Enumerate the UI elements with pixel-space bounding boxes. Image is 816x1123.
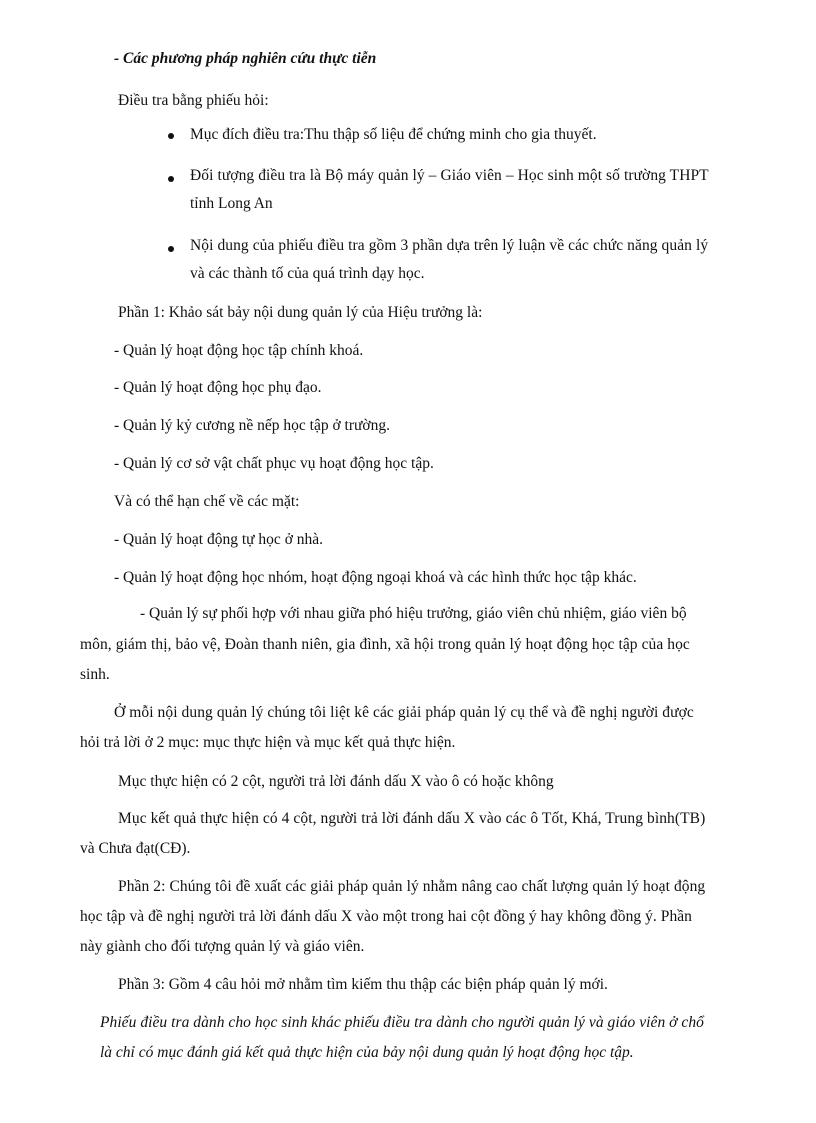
- implementation-line: Mục thực hiện có 2 cột, người trả lời đánh dấu X vào ô có hoặc không: [118, 773, 554, 790]
- part2-line-1: Phần 2: Chúng tôi đề xuất các giải pháp quản lý nhằm nâng cao chất lượng quản lý hoạt động: [118, 878, 706, 895]
- coordination-line-2: môn, giám thị, bảo vệ, Đoàn thanh niên, gia đình, xã hội trong quản lý hoạt động học tập của học: [80, 636, 690, 653]
- part1-item-2: - Quản lý hoạt động học phụ đạo.: [114, 379, 322, 396]
- bullet-icon: [168, 133, 174, 139]
- result-line-2: và Chưa đạt(CĐ).: [80, 840, 191, 857]
- part2-line-3: này giành cho đối tượng quản lý và giáo viên.: [80, 938, 365, 955]
- limits-item-1: - Quản lý hoạt động tự học ở nhà.: [114, 531, 324, 548]
- limits-intro: Và có thể hạn chế về các mặt:: [114, 493, 300, 510]
- bullet-1-line-1: Mục đích điều tra:Thu thập số liệu để chứng minh cho gia thuyết.: [190, 126, 597, 143]
- bullet-3-line-1: Nội dung của phiếu điều tra gồm 3 phần dựa trên lý luận về các chức năng quản lý: [190, 237, 709, 254]
- part1-intro: Phần 1: Khảo sát bảy nội dung quản lý của Hiệu trưởng là:: [118, 304, 483, 321]
- section-heading: - Các phương pháp nghiên cứu thực tiễn: [114, 50, 377, 67]
- each-content-line-1: Ở mỗi nội dung quản lý chúng tôi liệt kê các giải pháp quản lý cụ thể và đề nghị người được: [114, 704, 694, 721]
- bullet-2-line-1: Đối tượng điều tra là Bộ máy quản lý – Giáo viên – Học sinh một số trường THPT: [190, 167, 709, 184]
- bullet-icon: [168, 176, 174, 182]
- note-line-2: là chỉ có mục đánh giá kết quả thực hiện của bảy nội dung quản lý hoạt động học tập.: [100, 1044, 634, 1061]
- result-line-1: Mục kết quả thực hiện có 4 cột, người trả lời đánh dấu X vào các ô Tốt, Khá, Trung bình(TB): [118, 810, 706, 827]
- part1-item-3: - Quản lý kỷ cương nề nếp học tập ở trường.: [114, 417, 390, 434]
- bullet-icon: [168, 246, 174, 252]
- part1-item-1: - Quản lý hoạt động học tập chính khoá.: [114, 342, 364, 359]
- survey-intro: Điều tra bằng phiếu hỏi:: [118, 92, 269, 109]
- part3-line: Phần 3: Gồm 4 câu hỏi mở nhằm tìm kiếm thu thập các biện pháp quản lý mới.: [118, 976, 608, 993]
- limits-item-2: - Quản lý hoạt động học nhóm, hoạt động ngoại khoá và các hình thức học tập khác.: [114, 569, 637, 586]
- part1-item-4: - Quản lý cơ sở vật chất phục vụ hoạt động học tập.: [114, 455, 434, 472]
- each-content-line-2: hỏi trả lời ở 2 mục: mục thực hiện và mục kết quả thực hiện.: [80, 734, 456, 751]
- coordination-line-3: sinh.: [80, 666, 110, 683]
- bullet-3-line-2: và các thành tố của quá trình dạy học.: [190, 265, 425, 282]
- part2-line-2: học tập và đề nghị người trả lời đánh dấu X vào một trong hai cột đồng ý hay không đồng ý. Phần: [80, 908, 692, 925]
- coordination-line-1: - Quản lý sự phối hợp với nhau giữa phó hiệu trưởng, giáo viên chủ nhiệm, giáo viên bộ: [140, 605, 687, 622]
- note-line-1: Phiếu điều tra dành cho học sinh khác phiếu điều tra dành cho người quản lý và giáo viên ở chổ: [100, 1014, 704, 1031]
- bullet-2-line-2: tỉnh Long An: [190, 195, 273, 212]
